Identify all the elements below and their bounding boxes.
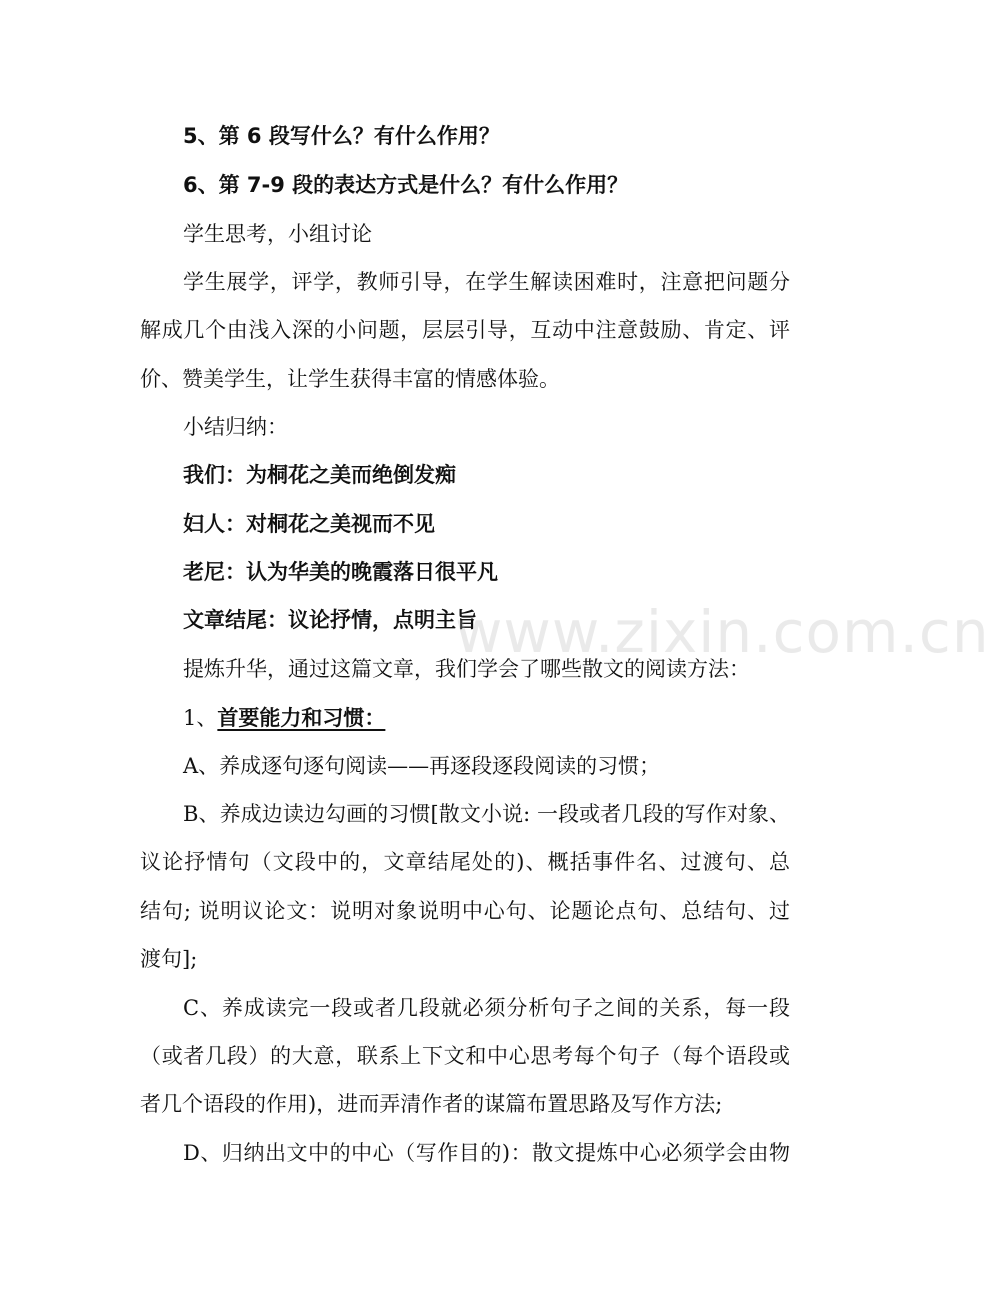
method-heading	[183, 704, 790, 732]
point-b-line-2: 议论抒情句（文段中的，文章结尾处的)、概括事件名、过渡句、总	[140, 850, 790, 874]
summary-item-ending: 文章结尾：议论抒情，点明主旨	[183, 608, 477, 632]
summary-item-nun: 老尼：认为华美的晚霞落日很平凡	[183, 560, 498, 584]
guidance-line-3: 价、赞美学生，让学生获得丰富的情感体验。	[140, 367, 560, 391]
point-c-line-3: 者几个语段的作用)，进而弄清作者的谋篇布置思路及写作方法;	[140, 1092, 723, 1116]
summary-item-woman: 妇人：对桐花之美视而不见	[183, 512, 435, 536]
summary-heading: 小结归纳：	[183, 415, 288, 439]
question-5: 5、第 6 段写什么？有什么作用？	[183, 124, 500, 148]
point-d-line-1: D、归纳出文中的中心（写作目的)：散文提炼中心必须学会由物	[183, 1141, 790, 1165]
method-number: 1、	[183, 706, 218, 730]
question-6: 6、第 7-9 段的表达方式是什么？有什么作用？	[183, 173, 629, 197]
point-c-line-2: （或者几段）的大意，联系上下文和中心思考每个句子（每个语段或	[140, 1044, 790, 1068]
point-b-line-4: 渡句];	[140, 947, 198, 971]
elevation-text: 提炼升华，通过这篇文章，我们学会了哪些散文的阅读方法：	[183, 657, 750, 681]
guidance-line-2: 解成几个由浅入深的小问题，层层引导，互动中注意鼓励、肯定、评	[140, 318, 790, 342]
watermark: www.zixin.com.cn	[455, 598, 990, 666]
point-b-line-3: 结句; 说明议论文：说明对象说明中心句、论题论点句、总结句、过	[140, 899, 790, 923]
activity-text: 学生思考，小组讨论	[183, 222, 372, 246]
point-c-line-1: C、养成读完一段或者几段就必须分析句子之间的关系，每一段	[183, 996, 790, 1020]
point-b-line-1: B、养成边读边勾画的习惯[散文小说: 一段或者几段的写作对象、	[183, 802, 790, 826]
summary-item-we: 我们：为桐花之美而绝倒发痴	[183, 463, 456, 487]
point-a: A、养成逐句逐句阅读——再逐段逐段阅读的习惯；	[183, 754, 661, 778]
guidance-line-1: 学生展学，评学，教师引导，在学生解读困难时，注意把问题分	[183, 270, 790, 294]
method-title: 首要能力和习惯：	[217, 706, 386, 730]
